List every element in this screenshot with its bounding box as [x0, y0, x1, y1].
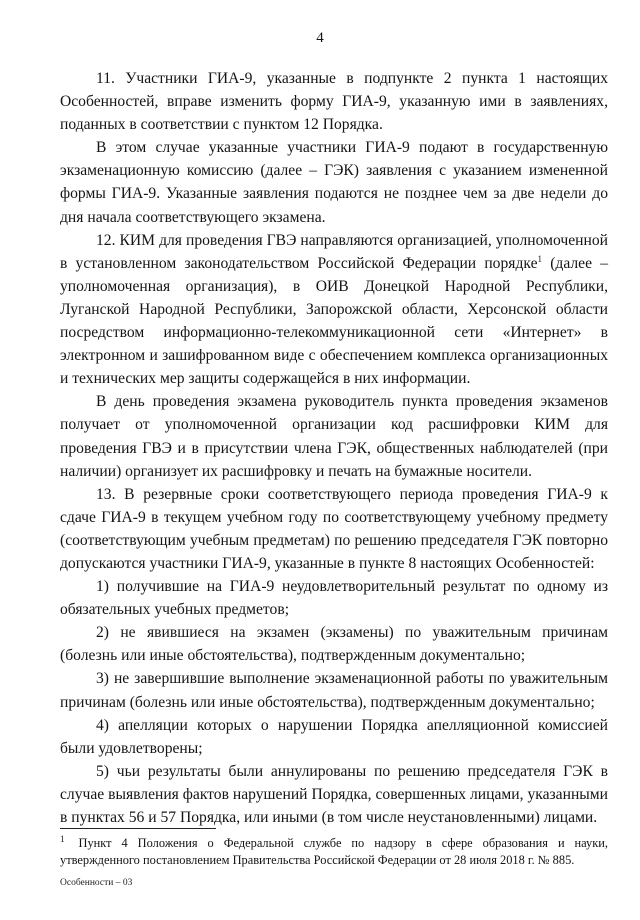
paragraph-12-text-end: (далее – уполномоченная организация), в ОИВ Донецкой Народной Республики, Луганской Народной Республики, Запорожской области, Херсонской области посредством информационно-телекоммуникационной сети «Интернет» в электронном и зашифрованном виде с обеспечением комплекса организационных и технических мер защиты содержащейся в них информации.: [60, 254, 608, 388]
footnote-separator: [60, 828, 216, 829]
paragraph-11-continued: В этом случае указанные участники ГИА-9 подают в государственную экзаменационную комиссию (далее – ГЭК) заявления с указанием измененной формы ГИА-9. Указанные заявления подаются не позднее чем за две недели до дня начала соответствующего экзамена.: [60, 139, 608, 226]
list-item-5: 5) чьи результаты были аннулированы по решению председателя ГЭК в случае выявления фактов нарушений Порядка, совершенных лицами, указанными в пунктах 56 и 57 Порядка, или иными (в том числе неустановленными) лицами.: [60, 762, 608, 826]
paragraph-12-text-start: 12. КИМ для проведения ГВЭ направляются организацией, уполномоченной в установленном законодательством Российской Федерации порядке: [60, 231, 608, 272]
footnote-text: Пункт 4 Положения о Федеральной службе по надзору в сфере образования и науки, утвержденного постановлением Правительства Российской Федерации от 28 июля 2018 г. № 885.: [60, 836, 608, 867]
page-number: 4: [316, 30, 324, 46]
list-item-3: 3) не завершившие выполнение экзаменационной работы по уважительным причинам (болезнь или иные обстоятельства), подтвержденным документально;: [60, 670, 608, 711]
list-item-2: 2) не явившиеся на экзамен (экзамены) по уважительным причинам (болезнь или иные обстоятельства), подтвержденным документально;: [60, 624, 608, 665]
paragraph-12: [60, 229, 608, 391]
paragraph-11: 11. Участники ГИА-9, указанные в подпункте 2 пункта 1 настоящих Особенностей, вправе изменить форму ГИА-9, указанную ими в заявлениях, поданных в соответствии с пунктом 12 Порядка.: [60, 70, 608, 134]
footnote-reference: 1: [537, 253, 542, 264]
list-item-4: 4) апелляции которых о нарушении Порядка апелляционной комиссией были удовлетворены;: [60, 716, 608, 757]
paragraph-12-continued: В день проведения экзамена руководитель пункта проведения экзаменов получает от уполномоченной организации код расшифровки КИМ для проведения ГВЭ и в присутствии члена ГЭК, общественных наблюдателей (при наличии) организует их расшифровку и печать на бумажные носители.: [60, 393, 608, 480]
list-item-1: 1) получившие на ГИА-9 неудовлетворительный результат по одному из обязательных учебных предметов;: [60, 578, 608, 619]
paragraph-13: 13. В резервные сроки соответствующего периода проведения ГИА-9 к сдаче ГИА-9 в текущем учебном году по соответствующему учебному предмету (соответствующим учебным предметам) по решению председателя ГЭК повторно допускаются участники ГИА-9, указанные в пункте 8 настоящих Особенностей:: [60, 485, 608, 572]
document-body: [60, 67, 608, 829]
footnote-marker: 1: [60, 833, 65, 844]
footnote: [60, 835, 608, 868]
footer-document-code: Особенности – 03: [60, 878, 133, 888]
